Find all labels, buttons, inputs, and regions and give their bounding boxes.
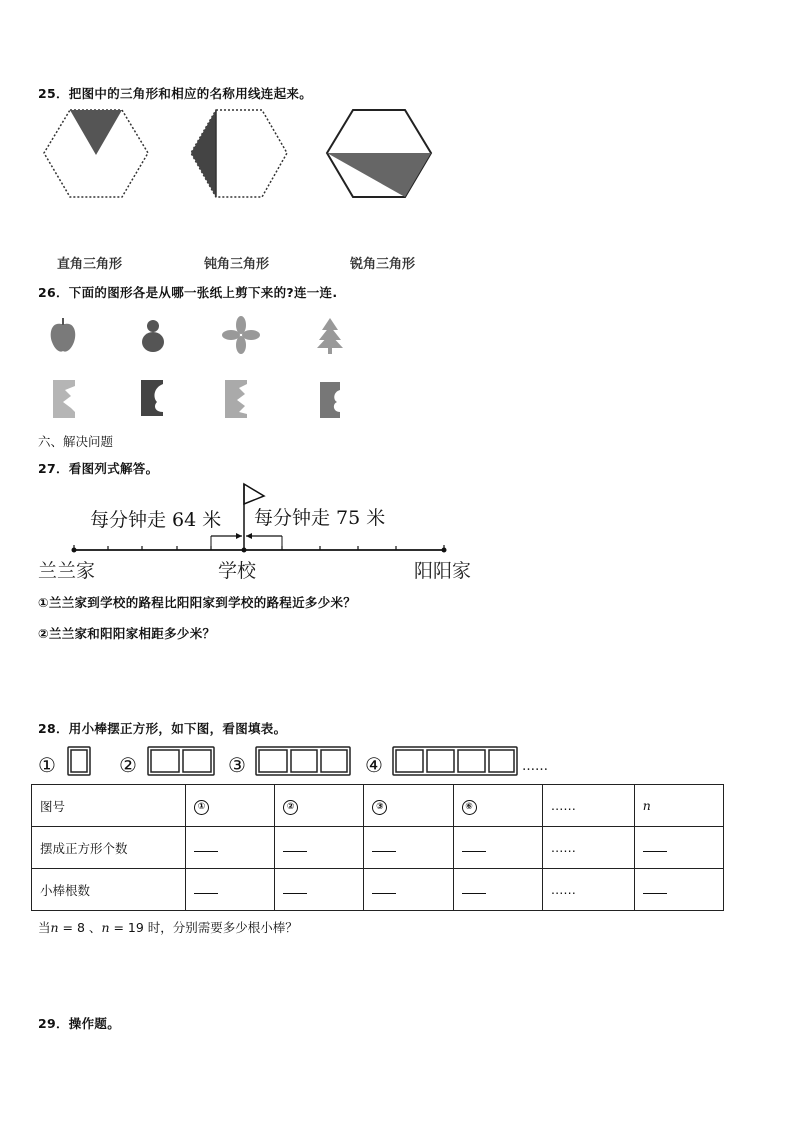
table-header-label: 图号	[32, 785, 186, 827]
fig-number: ②	[283, 800, 298, 815]
label-obtuse-triangle: 钝角三角形	[204, 257, 270, 272]
q27-sub2-text: 兰兰家和阳阳家相距多少米？	[48, 626, 216, 641]
section6-title: 六、解决问题	[38, 434, 114, 449]
blank-cell[interactable]	[186, 869, 275, 911]
fig3-label: ③	[228, 753, 246, 777]
answer-blank[interactable]	[643, 840, 667, 852]
q28-question-n2: n	[101, 920, 110, 935]
q25-hexagons	[35, 105, 445, 205]
q28-question-n1: n	[50, 920, 59, 935]
ellipsis-cell: ……	[542, 869, 634, 911]
row-label-square-count: 摆成正方形个数	[32, 827, 186, 869]
answer-blank[interactable]	[194, 840, 218, 852]
table-header-cell	[275, 785, 364, 827]
blank-cell[interactable]	[453, 869, 542, 911]
hexagon-acute-triangle	[327, 110, 431, 197]
q28-stick-squares	[38, 742, 568, 782]
ellipsis-cell: ……	[542, 827, 634, 869]
table-row	[32, 785, 724, 827]
table-header-cell	[453, 785, 542, 827]
apple-shape-icon	[51, 318, 76, 352]
q27-sub1	[38, 593, 356, 611]
place-lanlan-home: 兰兰家	[38, 560, 96, 582]
q28-question-eq2: = 19 时，分别需要多少根小棒？	[109, 920, 298, 935]
paper-piece-1	[53, 380, 75, 418]
fig-number: ⑥	[462, 800, 477, 815]
table-header-cell	[186, 785, 275, 827]
blank-cell[interactable]	[275, 827, 364, 869]
answer-blank[interactable]	[462, 840, 486, 852]
hexagon-right-triangle	[44, 110, 148, 197]
right-speed-label: 每分钟走 75 米	[254, 507, 386, 529]
answer-blank[interactable]	[194, 882, 218, 894]
q27-sub1-text: 兰兰家到学校的路程比阳阳家到学校的路程近多少米？	[48, 595, 357, 610]
left-speed-label: 每分钟走 64 米	[90, 509, 222, 531]
q27-sub2-number: ②	[38, 626, 49, 641]
answer-blank[interactable]	[372, 840, 396, 852]
fig-ellipsis: ……	[522, 759, 548, 774]
gourd-shape-icon	[142, 320, 164, 352]
q27-title: 27．看图列式解答。	[38, 461, 159, 476]
table-header-cell: n	[634, 785, 723, 827]
answer-blank[interactable]	[643, 882, 667, 894]
answer-blank[interactable]	[372, 882, 396, 894]
fig-number: ①	[194, 800, 209, 815]
flower-shape-icon	[222, 316, 260, 354]
blank-cell[interactable]	[186, 827, 275, 869]
q28-fill-table	[31, 784, 724, 911]
fig-number: ③	[372, 800, 387, 815]
q28-question	[38, 918, 298, 936]
blank-cell[interactable]	[453, 827, 542, 869]
q29-title: 29．操作题。	[38, 1016, 120, 1031]
fig1-label: ①	[38, 753, 56, 777]
q28-question-eq1: = 8 、	[58, 920, 102, 935]
answer-blank[interactable]	[283, 882, 307, 894]
blank-cell[interactable]	[634, 827, 723, 869]
blank-cell[interactable]	[634, 869, 723, 911]
blank-cell[interactable]	[364, 827, 453, 869]
hexagon-obtuse-triangle	[191, 110, 287, 197]
fig2-label: ②	[119, 753, 137, 777]
answer-blank[interactable]	[283, 840, 307, 852]
q25-title: 25．把图中的三角形和相应的名称用线连起来。	[38, 86, 312, 101]
blank-cell[interactable]	[275, 869, 364, 911]
blank-cell[interactable]	[364, 869, 453, 911]
table-row	[32, 827, 724, 869]
paper-piece-2	[141, 380, 163, 416]
q26-cutouts	[45, 312, 365, 422]
fig4-label: ④	[365, 753, 383, 777]
q28-question-prefix: 当	[38, 920, 51, 935]
table-header-cell	[364, 785, 453, 827]
table-header-cell: ……	[542, 785, 634, 827]
paper-piece-3	[225, 380, 247, 418]
q26-title: 26．下面的图形各是从哪一张纸上剪下来的?连一连.	[38, 285, 338, 300]
q27-route-diagram	[38, 482, 488, 587]
q28-title: 28．用小棒摆正方形，如下图，看图填表。	[38, 721, 287, 736]
row-label-stick-count: 小棒根数	[32, 869, 186, 911]
q27-sub1-number: ①	[38, 595, 49, 610]
label-acute-triangle: 锐角三角形	[350, 257, 416, 272]
paper-piece-4	[320, 382, 340, 418]
table-row	[32, 869, 724, 911]
place-yangyang-home: 阳阳家	[414, 560, 472, 582]
label-right-triangle: 直角三角形	[57, 257, 123, 272]
place-school: 学校	[218, 560, 257, 582]
answer-blank[interactable]	[462, 882, 486, 894]
tree-shape-icon	[317, 318, 343, 354]
q27-sub2	[38, 624, 215, 642]
